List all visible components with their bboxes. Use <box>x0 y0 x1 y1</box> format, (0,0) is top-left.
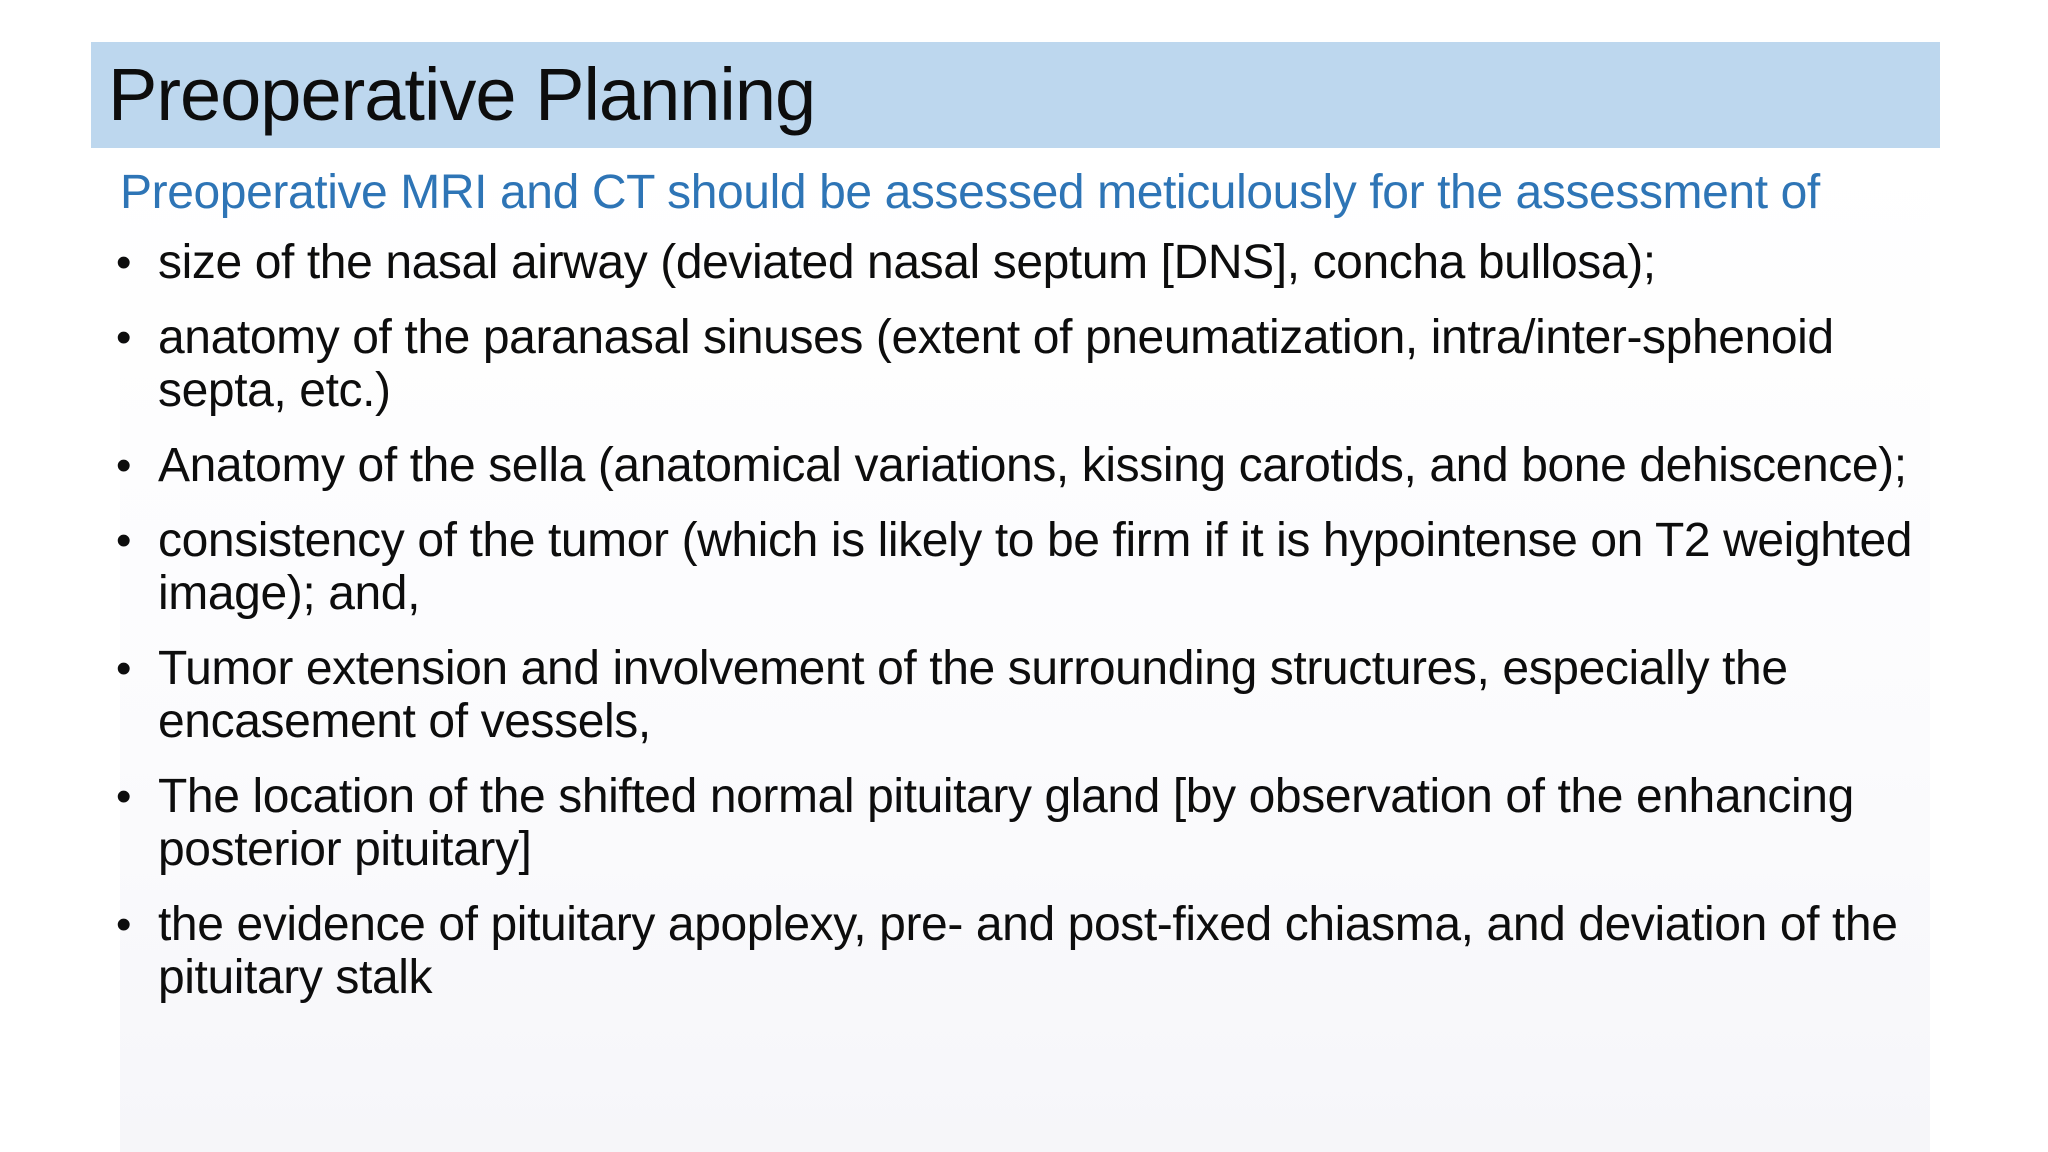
bullet-dot-icon: • <box>116 772 132 821</box>
bullet-dot-icon: • <box>116 516 132 565</box>
bullet-item <box>112 642 1942 748</box>
bullet-text: the evidence of pituitary apoplexy, pre- and post-fixed chiasma, and deviation of the pituitary stalk <box>158 898 1898 1004</box>
bullet-item <box>112 898 1942 1004</box>
bullet-item <box>112 236 1942 289</box>
bullet-dot-icon: • <box>116 644 132 693</box>
bullet-dot-icon: • <box>116 900 132 949</box>
bullet-item <box>112 439 1942 492</box>
slide-title: Preoperative Planning <box>108 53 816 136</box>
bullet-text: size of the nasal airway (deviated nasal septum [DNS], concha bullosa); <box>158 236 1656 289</box>
bullet-dot-icon: • <box>116 313 132 362</box>
bullet-text: anatomy of the paranasal sinuses (extent of pneumatization, intra/inter-sphenoid septa, etc.) <box>158 311 1834 417</box>
bullet-dot-icon: • <box>116 441 132 490</box>
bullet-item <box>112 514 1942 620</box>
bullet-text: Tumor extension and involvement of the surrounding structures, especially the encasement of vessels, <box>158 642 1788 748</box>
intro-text: Preoperative MRI and CT should be assessed meticulously for the assessment of <box>120 166 1820 219</box>
bullet-text: consistency of the tumor (which is likely to be firm if it is hypointense on T2 weighted image); and, <box>158 514 1913 620</box>
bullet-list <box>112 236 1942 1026</box>
bullet-item <box>112 770 1942 876</box>
bullet-dot-icon: • <box>116 238 132 287</box>
bullet-text: Anatomy of the sella (anatomical variations, kissing carotids, and bone dehiscence); <box>158 439 1907 492</box>
bullet-text: The location of the shifted normal pituitary gland [by observation of the enhancing posterior pituitary] <box>158 770 1854 876</box>
bullet-item <box>112 311 1942 417</box>
